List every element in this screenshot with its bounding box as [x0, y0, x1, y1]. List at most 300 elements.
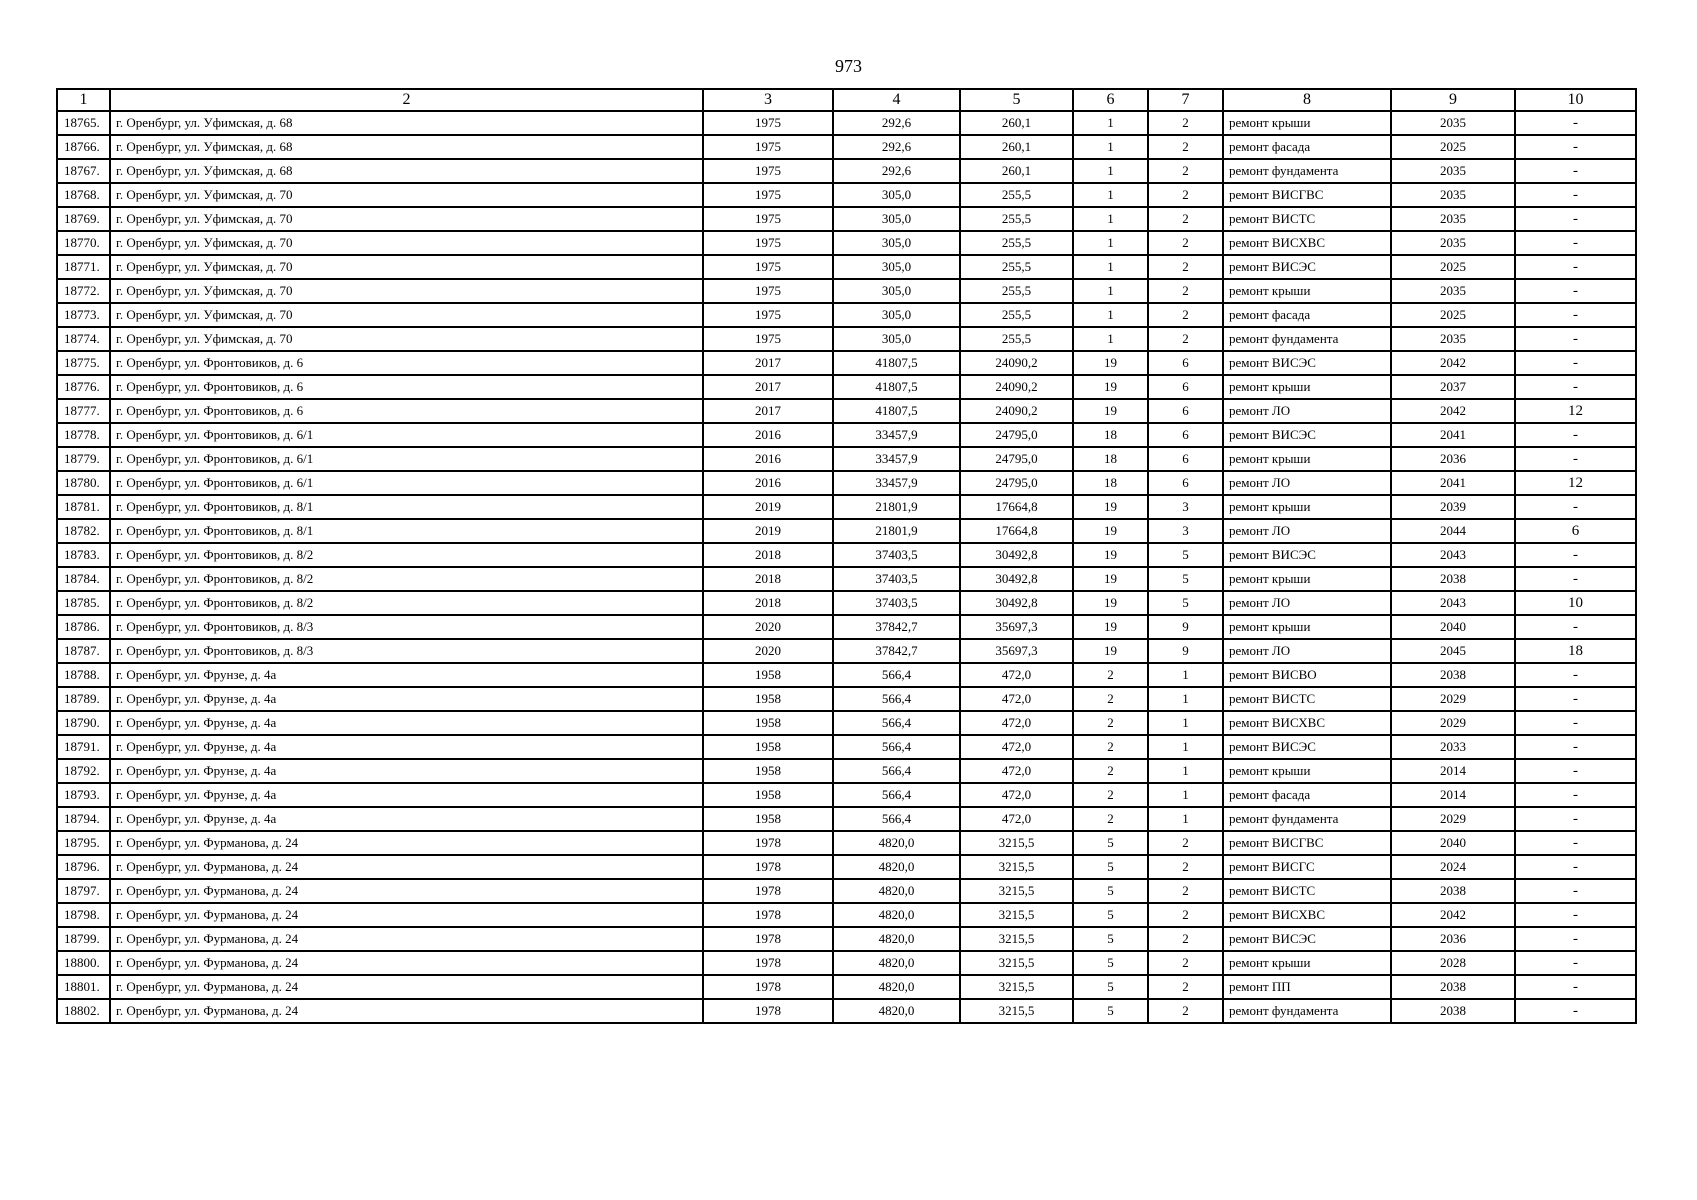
cell-floors: 2 — [1073, 783, 1148, 807]
cell-residential-area: 3215,5 — [960, 855, 1073, 879]
cell-quantity: - — [1515, 375, 1636, 399]
cell-address: г. Оренбург, ул. Фрунзе, д. 4а — [110, 807, 703, 831]
cell-year-built: 1975 — [703, 327, 833, 351]
cell-address: г. Оренбург, ул. Фурманова, д. 24 — [110, 903, 703, 927]
cell-total-area: 21801,9 — [833, 495, 960, 519]
cell-total-area: 566,4 — [833, 663, 960, 687]
cell-row-number: 18772. — [57, 279, 110, 303]
cell-year-built: 1975 — [703, 303, 833, 327]
cell-floors: 2 — [1073, 807, 1148, 831]
cell-planned-year: 2042 — [1391, 399, 1515, 423]
cell-total-area: 4820,0 — [833, 999, 960, 1023]
cell-planned-year: 2039 — [1391, 495, 1515, 519]
table-row — [57, 183, 1636, 207]
cell-floors: 19 — [1073, 351, 1148, 375]
cell-row-number: 18781. — [57, 495, 110, 519]
cell-residential-area: 17664,8 — [960, 519, 1073, 543]
cell-planned-year: 2045 — [1391, 639, 1515, 663]
cell-work-type: ремонт ВИСЭС — [1223, 927, 1391, 951]
cell-quantity: - — [1515, 447, 1636, 471]
cell-quantity: - — [1515, 279, 1636, 303]
cell-year-built: 1975 — [703, 183, 833, 207]
table-row — [57, 207, 1636, 231]
cell-year-built: 1958 — [703, 711, 833, 735]
cell-quantity: - — [1515, 807, 1636, 831]
cell-quantity: - — [1515, 999, 1636, 1023]
cell-floors: 1 — [1073, 327, 1148, 351]
cell-floors: 5 — [1073, 879, 1148, 903]
cell-address: г. Оренбург, ул. Фронтовиков, д. 8/3 — [110, 639, 703, 663]
cell-residential-area: 255,5 — [960, 255, 1073, 279]
cell-address: г. Оренбург, ул. Фронтовиков, д. 6/1 — [110, 423, 703, 447]
cell-planned-year: 2035 — [1391, 231, 1515, 255]
cell-row-number: 18784. — [57, 567, 110, 591]
cell-entrances: 2 — [1148, 327, 1223, 351]
cell-planned-year: 2043 — [1391, 591, 1515, 615]
cell-floors: 19 — [1073, 567, 1148, 591]
cell-planned-year: 2040 — [1391, 831, 1515, 855]
cell-residential-area: 255,5 — [960, 279, 1073, 303]
cell-planned-year: 2029 — [1391, 711, 1515, 735]
cell-entrances: 1 — [1148, 663, 1223, 687]
cell-year-built: 2019 — [703, 495, 833, 519]
cell-floors: 19 — [1073, 375, 1148, 399]
cell-residential-area: 472,0 — [960, 663, 1073, 687]
cell-floors: 5 — [1073, 831, 1148, 855]
cell-floors: 2 — [1073, 687, 1148, 711]
header-row — [57, 89, 1636, 111]
cell-work-type: ремонт ВИСТС — [1223, 879, 1391, 903]
cell-residential-area: 24795,0 — [960, 471, 1073, 495]
cell-year-built: 2020 — [703, 639, 833, 663]
cell-residential-area: 30492,8 — [960, 543, 1073, 567]
table-row — [57, 399, 1636, 423]
cell-address: г. Оренбург, ул. Фронтовиков, д. 8/3 — [110, 615, 703, 639]
cell-entrances: 2 — [1148, 999, 1223, 1023]
cell-year-built: 2016 — [703, 471, 833, 495]
cell-entrances: 2 — [1148, 855, 1223, 879]
cell-row-number: 18797. — [57, 879, 110, 903]
cell-entrances: 2 — [1148, 111, 1223, 135]
cell-planned-year: 2037 — [1391, 375, 1515, 399]
cell-year-built: 1958 — [703, 687, 833, 711]
cell-address: г. Оренбург, ул. Уфимская, д. 70 — [110, 255, 703, 279]
cell-quantity: 12 — [1515, 399, 1636, 423]
cell-quantity: - — [1515, 351, 1636, 375]
cell-entrances: 6 — [1148, 447, 1223, 471]
cell-total-area: 37403,5 — [833, 591, 960, 615]
cell-planned-year: 2041 — [1391, 423, 1515, 447]
cell-residential-area: 3215,5 — [960, 999, 1073, 1023]
cell-quantity: 10 — [1515, 591, 1636, 615]
cell-floors: 1 — [1073, 207, 1148, 231]
cell-total-area: 37403,5 — [833, 543, 960, 567]
cell-work-type: ремонт крыши — [1223, 759, 1391, 783]
header-col-8: 8 — [1223, 89, 1391, 111]
table-header — [57, 89, 1636, 111]
table-row — [57, 615, 1636, 639]
cell-planned-year: 2025 — [1391, 135, 1515, 159]
cell-planned-year: 2040 — [1391, 615, 1515, 639]
cell-total-area: 566,4 — [833, 687, 960, 711]
cell-row-number: 18776. — [57, 375, 110, 399]
cell-residential-area: 24795,0 — [960, 423, 1073, 447]
cell-entrances: 2 — [1148, 279, 1223, 303]
table-row — [57, 543, 1636, 567]
cell-residential-area: 255,5 — [960, 183, 1073, 207]
cell-planned-year: 2035 — [1391, 279, 1515, 303]
cell-total-area: 4820,0 — [833, 903, 960, 927]
table-row — [57, 759, 1636, 783]
cell-quantity: - — [1515, 567, 1636, 591]
cell-address: г. Оренбург, ул. Фурманова, д. 24 — [110, 879, 703, 903]
cell-address: г. Оренбург, ул. Фурманова, д. 24 — [110, 951, 703, 975]
table-row — [57, 735, 1636, 759]
table-row — [57, 231, 1636, 255]
cell-address: г. Оренбург, ул. Фронтовиков, д. 8/2 — [110, 591, 703, 615]
cell-quantity: - — [1515, 111, 1636, 135]
cell-row-number: 18795. — [57, 831, 110, 855]
cell-total-area: 305,0 — [833, 207, 960, 231]
cell-residential-area: 30492,8 — [960, 591, 1073, 615]
cell-residential-area: 472,0 — [960, 735, 1073, 759]
table-row — [57, 303, 1636, 327]
cell-address: г. Оренбург, ул. Уфимская, д. 68 — [110, 111, 703, 135]
cell-work-type: ремонт фасада — [1223, 135, 1391, 159]
cell-residential-area: 24090,2 — [960, 375, 1073, 399]
cell-residential-area: 260,1 — [960, 135, 1073, 159]
table-row — [57, 471, 1636, 495]
cell-floors: 19 — [1073, 519, 1148, 543]
cell-residential-area: 3215,5 — [960, 879, 1073, 903]
cell-entrances: 2 — [1148, 183, 1223, 207]
cell-total-area: 41807,5 — [833, 399, 960, 423]
cell-row-number: 18766. — [57, 135, 110, 159]
table-row — [57, 711, 1636, 735]
cell-entrances: 1 — [1148, 735, 1223, 759]
cell-address: г. Оренбург, ул. Уфимская, д. 68 — [110, 135, 703, 159]
cell-year-built: 2018 — [703, 591, 833, 615]
cell-year-built: 1958 — [703, 663, 833, 687]
cell-row-number: 18786. — [57, 615, 110, 639]
cell-entrances: 6 — [1148, 423, 1223, 447]
table-row — [57, 951, 1636, 975]
cell-year-built: 1978 — [703, 879, 833, 903]
header-col-9: 9 — [1391, 89, 1515, 111]
table-row — [57, 687, 1636, 711]
cell-quantity: - — [1515, 783, 1636, 807]
cell-quantity: - — [1515, 879, 1636, 903]
cell-residential-area: 472,0 — [960, 759, 1073, 783]
cell-year-built: 2019 — [703, 519, 833, 543]
cell-quantity: - — [1515, 495, 1636, 519]
table-row — [57, 255, 1636, 279]
cell-work-type: ремонт ВИСГС — [1223, 855, 1391, 879]
cell-planned-year: 2029 — [1391, 687, 1515, 711]
cell-entrances: 6 — [1148, 351, 1223, 375]
cell-quantity: 6 — [1515, 519, 1636, 543]
cell-address: г. Оренбург, ул. Фронтовиков, д. 6 — [110, 399, 703, 423]
cell-address: г. Оренбург, ул. Фронтовиков, д. 8/1 — [110, 519, 703, 543]
cell-address: г. Оренбург, ул. Фронтовиков, д. 8/1 — [110, 495, 703, 519]
cell-residential-area: 24090,2 — [960, 351, 1073, 375]
table-row — [57, 591, 1636, 615]
cell-row-number: 18765. — [57, 111, 110, 135]
cell-quantity: - — [1515, 903, 1636, 927]
cell-address: г. Оренбург, ул. Фрунзе, д. 4а — [110, 735, 703, 759]
cell-entrances: 1 — [1148, 807, 1223, 831]
cell-row-number: 18802. — [57, 999, 110, 1023]
cell-work-type: ремонт ВИСЭС — [1223, 351, 1391, 375]
cell-floors: 5 — [1073, 999, 1148, 1023]
cell-planned-year: 2042 — [1391, 351, 1515, 375]
cell-entrances: 2 — [1148, 303, 1223, 327]
cell-address: г. Оренбург, ул. Фронтовиков, д. 6/1 — [110, 447, 703, 471]
cell-work-type: ремонт фундамента — [1223, 807, 1391, 831]
cell-planned-year: 2042 — [1391, 903, 1515, 927]
cell-row-number: 18796. — [57, 855, 110, 879]
cell-planned-year: 2035 — [1391, 183, 1515, 207]
cell-row-number: 18799. — [57, 927, 110, 951]
cell-planned-year: 2035 — [1391, 111, 1515, 135]
table-row — [57, 423, 1636, 447]
cell-planned-year: 2014 — [1391, 783, 1515, 807]
cell-residential-area: 3215,5 — [960, 903, 1073, 927]
cell-year-built: 1978 — [703, 855, 833, 879]
cell-floors: 18 — [1073, 471, 1148, 495]
cell-row-number: 18771. — [57, 255, 110, 279]
cell-residential-area: 255,5 — [960, 303, 1073, 327]
cell-quantity: - — [1515, 207, 1636, 231]
table-row — [57, 663, 1636, 687]
cell-planned-year: 2033 — [1391, 735, 1515, 759]
table-row — [57, 159, 1636, 183]
cell-quantity: - — [1515, 759, 1636, 783]
cell-total-area: 21801,9 — [833, 519, 960, 543]
cell-address: г. Оренбург, ул. Уфимская, д. 70 — [110, 183, 703, 207]
cell-floors: 19 — [1073, 543, 1148, 567]
cell-year-built: 1975 — [703, 255, 833, 279]
cell-address: г. Оренбург, ул. Фрунзе, д. 4а — [110, 759, 703, 783]
cell-total-area: 33457,9 — [833, 423, 960, 447]
cell-residential-area: 472,0 — [960, 807, 1073, 831]
repair-schedule-table — [56, 88, 1637, 1024]
cell-quantity: - — [1515, 711, 1636, 735]
cell-quantity: - — [1515, 927, 1636, 951]
cell-planned-year: 2041 — [1391, 471, 1515, 495]
cell-entrances: 9 — [1148, 639, 1223, 663]
cell-total-area: 566,4 — [833, 735, 960, 759]
cell-quantity: - — [1515, 543, 1636, 567]
cell-work-type: ремонт ЛО — [1223, 471, 1391, 495]
cell-entrances: 2 — [1148, 135, 1223, 159]
cell-work-type: ремонт крыши — [1223, 567, 1391, 591]
cell-year-built: 2016 — [703, 447, 833, 471]
header-col-7: 7 — [1148, 89, 1223, 111]
cell-residential-area: 3215,5 — [960, 927, 1073, 951]
cell-row-number: 18768. — [57, 183, 110, 207]
cell-address: г. Оренбург, ул. Фронтовиков, д. 8/2 — [110, 543, 703, 567]
cell-work-type: ремонт крыши — [1223, 615, 1391, 639]
cell-work-type: ремонт ВИСГВС — [1223, 183, 1391, 207]
cell-work-type: ремонт ВИСТС — [1223, 687, 1391, 711]
header-col-2: 2 — [110, 89, 703, 111]
cell-year-built: 1978 — [703, 999, 833, 1023]
cell-residential-area: 472,0 — [960, 711, 1073, 735]
cell-row-number: 18787. — [57, 639, 110, 663]
cell-total-area: 566,4 — [833, 807, 960, 831]
cell-total-area: 4820,0 — [833, 879, 960, 903]
cell-quantity: - — [1515, 615, 1636, 639]
cell-address: г. Оренбург, ул. Фронтовиков, д. 6 — [110, 375, 703, 399]
cell-address: г. Оренбург, ул. Фронтовиков, д. 8/2 — [110, 567, 703, 591]
cell-floors: 5 — [1073, 903, 1148, 927]
cell-quantity: - — [1515, 183, 1636, 207]
cell-work-type: ремонт фундамента — [1223, 999, 1391, 1023]
cell-work-type: ремонт фасада — [1223, 783, 1391, 807]
page-number: 973 — [835, 56, 862, 76]
cell-planned-year: 2043 — [1391, 543, 1515, 567]
cell-row-number: 18790. — [57, 711, 110, 735]
cell-quantity: - — [1515, 951, 1636, 975]
cell-planned-year: 2028 — [1391, 951, 1515, 975]
cell-planned-year: 2036 — [1391, 927, 1515, 951]
table-row — [57, 903, 1636, 927]
cell-quantity: - — [1515, 687, 1636, 711]
cell-quantity: - — [1515, 663, 1636, 687]
cell-row-number: 18800. — [57, 951, 110, 975]
header-col-5: 5 — [960, 89, 1073, 111]
cell-address: г. Оренбург, ул. Фурманова, д. 24 — [110, 855, 703, 879]
cell-year-built: 2020 — [703, 615, 833, 639]
cell-total-area: 305,0 — [833, 255, 960, 279]
cell-floors: 1 — [1073, 303, 1148, 327]
cell-total-area: 41807,5 — [833, 351, 960, 375]
cell-quantity: - — [1515, 159, 1636, 183]
cell-residential-area: 255,5 — [960, 207, 1073, 231]
cell-entrances: 2 — [1148, 207, 1223, 231]
cell-quantity: - — [1515, 975, 1636, 999]
cell-work-type: ремонт ЛО — [1223, 399, 1391, 423]
cell-row-number: 18778. — [57, 423, 110, 447]
cell-quantity: - — [1515, 327, 1636, 351]
cell-work-type: ремонт ВИСГВС — [1223, 831, 1391, 855]
cell-planned-year: 2036 — [1391, 447, 1515, 471]
cell-row-number: 18789. — [57, 687, 110, 711]
cell-total-area: 37403,5 — [833, 567, 960, 591]
cell-entrances: 2 — [1148, 159, 1223, 183]
cell-floors: 18 — [1073, 447, 1148, 471]
cell-quantity: 18 — [1515, 639, 1636, 663]
cell-total-area: 305,0 — [833, 183, 960, 207]
cell-floors: 5 — [1073, 927, 1148, 951]
cell-year-built: 2017 — [703, 375, 833, 399]
cell-work-type: ремонт ВИСХВС — [1223, 231, 1391, 255]
cell-total-area: 4820,0 — [833, 927, 960, 951]
table-row — [57, 111, 1636, 135]
cell-total-area: 37842,7 — [833, 615, 960, 639]
cell-year-built: 1975 — [703, 207, 833, 231]
cell-total-area: 305,0 — [833, 231, 960, 255]
cell-year-built: 1975 — [703, 135, 833, 159]
cell-floors: 1 — [1073, 255, 1148, 279]
cell-entrances: 1 — [1148, 711, 1223, 735]
cell-residential-area: 17664,8 — [960, 495, 1073, 519]
cell-address: г. Оренбург, ул. Фрунзе, д. 4а — [110, 783, 703, 807]
cell-row-number: 18774. — [57, 327, 110, 351]
cell-residential-area: 3215,5 — [960, 951, 1073, 975]
cell-total-area: 566,4 — [833, 711, 960, 735]
cell-year-built: 2017 — [703, 351, 833, 375]
cell-work-type: ремонт фундамента — [1223, 327, 1391, 351]
table-row — [57, 639, 1636, 663]
cell-floors: 1 — [1073, 231, 1148, 255]
cell-row-number: 18777. — [57, 399, 110, 423]
header-col-4: 4 — [833, 89, 960, 111]
cell-floors: 19 — [1073, 495, 1148, 519]
cell-year-built: 1958 — [703, 759, 833, 783]
cell-planned-year: 2035 — [1391, 207, 1515, 231]
cell-total-area: 305,0 — [833, 303, 960, 327]
table-row — [57, 519, 1636, 543]
cell-floors: 5 — [1073, 975, 1148, 999]
cell-year-built: 1958 — [703, 807, 833, 831]
cell-residential-area: 24795,0 — [960, 447, 1073, 471]
cell-work-type: ремонт ЛО — [1223, 591, 1391, 615]
table-body — [57, 111, 1636, 1023]
cell-work-type: ремонт ВИСХВС — [1223, 711, 1391, 735]
cell-year-built: 1978 — [703, 831, 833, 855]
cell-year-built: 2018 — [703, 543, 833, 567]
table-row — [57, 927, 1636, 951]
table-row — [57, 279, 1636, 303]
cell-work-type: ремонт крыши — [1223, 495, 1391, 519]
cell-quantity: - — [1515, 831, 1636, 855]
table-row — [57, 975, 1636, 999]
cell-work-type: ремонт ЛО — [1223, 639, 1391, 663]
cell-floors: 5 — [1073, 951, 1148, 975]
cell-entrances: 1 — [1148, 783, 1223, 807]
cell-entrances: 1 — [1148, 687, 1223, 711]
cell-row-number: 18779. — [57, 447, 110, 471]
cell-work-type: ремонт ВИСТС — [1223, 207, 1391, 231]
cell-quantity: - — [1515, 135, 1636, 159]
cell-total-area: 37842,7 — [833, 639, 960, 663]
cell-year-built: 1958 — [703, 735, 833, 759]
cell-work-type: ремонт фасада — [1223, 303, 1391, 327]
cell-address: г. Оренбург, ул. Фронтовиков, д. 6/1 — [110, 471, 703, 495]
cell-floors: 5 — [1073, 855, 1148, 879]
cell-year-built: 1958 — [703, 783, 833, 807]
cell-address: г. Оренбург, ул. Фурманова, д. 24 — [110, 927, 703, 951]
cell-residential-area: 260,1 — [960, 111, 1073, 135]
cell-year-built: 1975 — [703, 111, 833, 135]
cell-planned-year: 2024 — [1391, 855, 1515, 879]
cell-work-type: ремонт ВИСЭС — [1223, 543, 1391, 567]
table-row — [57, 447, 1636, 471]
cell-quantity: - — [1515, 855, 1636, 879]
cell-address: г. Оренбург, ул. Фрунзе, д. 4а — [110, 687, 703, 711]
cell-entrances: 2 — [1148, 927, 1223, 951]
cell-planned-year: 2038 — [1391, 663, 1515, 687]
cell-quantity: - — [1515, 303, 1636, 327]
cell-year-built: 1975 — [703, 279, 833, 303]
cell-year-built: 1975 — [703, 159, 833, 183]
cell-address: г. Оренбург, ул. Уфимская, д. 68 — [110, 159, 703, 183]
cell-row-number: 18788. — [57, 663, 110, 687]
cell-address: г. Оренбург, ул. Уфимская, д. 70 — [110, 303, 703, 327]
cell-address: г. Оренбург, ул. Уфимская, д. 70 — [110, 231, 703, 255]
